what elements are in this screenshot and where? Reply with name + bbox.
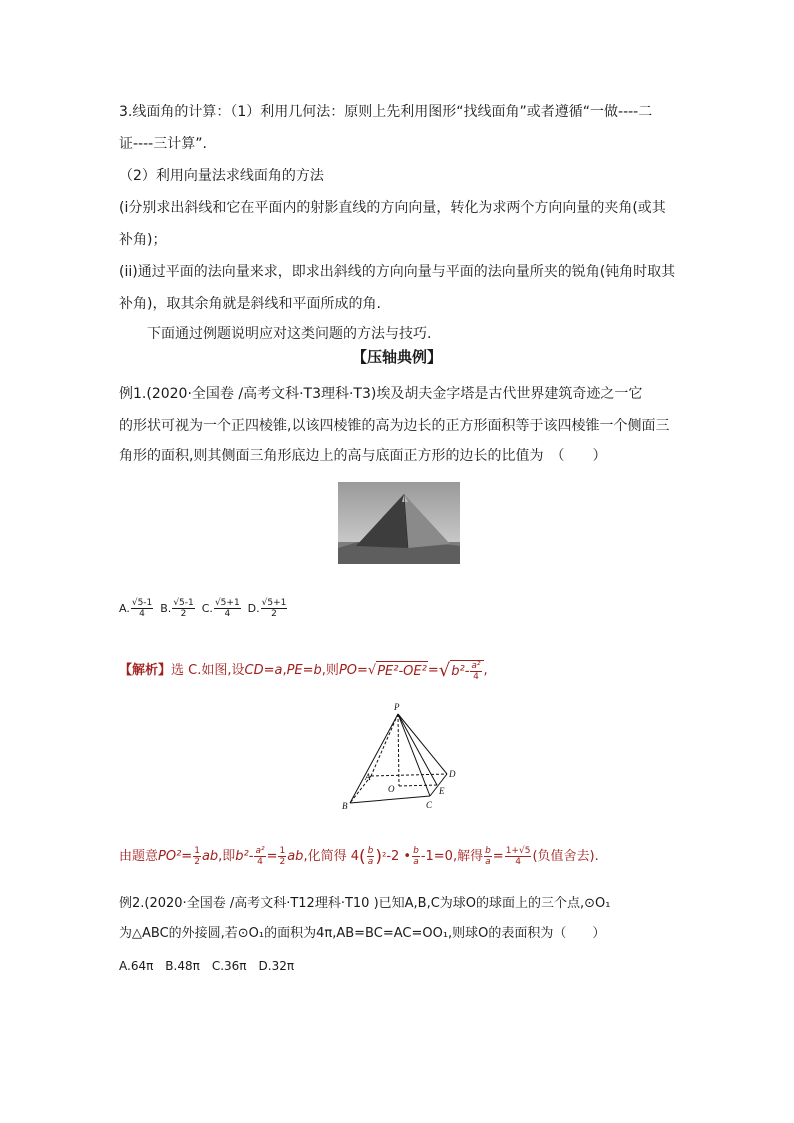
- solution-radicand2-a: b²-: [451, 663, 470, 679]
- para5: 下面通过例题说明应对这类问题的方法与技巧.: [147, 326, 432, 342]
- example1-line3: 角形的面积,则其侧面三角形底边上的高与底面正方形的边长的比值为 （ ）: [119, 448, 607, 464]
- solution-tag: 【解析】: [119, 663, 172, 678]
- derive-t6: (负值舍去).: [532, 848, 599, 864]
- option-a-label: A.: [119, 602, 130, 615]
- segment-oe: [399, 785, 437, 786]
- example2-options: A.64π B.48π C.36π D.32π: [119, 959, 295, 973]
- example1-options: [119, 598, 288, 619]
- option-d[interactable]: [248, 598, 289, 619]
- solution-text2: ,则: [321, 663, 339, 678]
- example1-line2: 的形状可视为一个正四棱锥,以该四棱锥的高为边长的正方形面积等于该四棱锥一个侧面三: [119, 418, 670, 434]
- derive-t1: 由题意: [119, 848, 159, 864]
- derive-f4-den: a: [367, 857, 374, 867]
- sqrt-sign-large: √: [438, 660, 451, 681]
- pyramid-diagram: [336, 700, 466, 816]
- derive-ab2: ab: [287, 848, 304, 864]
- solution-end: ,: [483, 663, 488, 678]
- derive-f6-den: a: [485, 857, 491, 867]
- derive-t4: -2 •: [386, 848, 412, 864]
- derive-f1-den: 2: [194, 857, 200, 867]
- derive-t3: ,化简得 4: [303, 848, 359, 864]
- solution-radicand2-den: 4: [473, 672, 479, 682]
- option-b-label: B.: [160, 602, 172, 615]
- derive-po2: PO²=: [158, 848, 193, 864]
- solution-cd: CD=a: [244, 663, 283, 678]
- solution-radicand2-num: a²: [471, 661, 481, 671]
- para1-line2: 证----三计算”.: [119, 136, 207, 152]
- derive-f2-num: a²: [255, 846, 265, 856]
- edge-pd: [398, 714, 447, 774]
- option-a-numerator: √5-1: [131, 598, 153, 608]
- label-a: A: [365, 772, 371, 782]
- edge-pa: [371, 714, 398, 776]
- section-heading: 【压轴典例】: [351, 348, 442, 366]
- label-e: E: [439, 786, 445, 796]
- para3-line2: 补角)；: [119, 232, 167, 248]
- option-a[interactable]: [119, 598, 154, 619]
- para3-line1: (i分别求出斜线和它在平面内的射影直线的方向向量，转化为求两个方向向量的夹角(或其: [119, 200, 666, 216]
- option-d-label: D.: [247, 602, 260, 615]
- derive-eq3: =: [492, 848, 504, 864]
- example2-line2: 为△ABC的外接圆,若⊙O₁的面积为4π,AB=BC=AC=OO₁,则球O的表面积为（ ）: [119, 926, 606, 941]
- sqrt-sign: √: [367, 663, 377, 678]
- derive-f5-den: a: [413, 857, 419, 867]
- solution-radicand1: PE²-OE²: [376, 661, 428, 682]
- para2: （2）利用向量法求线面角的方法: [119, 168, 324, 184]
- solution-pe: PE=b: [286, 663, 322, 678]
- pyramid-photo: [338, 482, 460, 564]
- option-c-denominator: 4: [224, 609, 231, 619]
- derive-f2-den: 4: [257, 857, 263, 867]
- edge-pc: [398, 714, 430, 796]
- option-d-denominator: 2: [271, 609, 277, 619]
- para4-line1: (ii)通过平面的法向量来求，即求出斜线的方向向量与平面的法向量所夹的锐角(钝角时取其: [119, 264, 676, 280]
- derivation-line: [119, 846, 599, 867]
- derive-f3-num: 1: [279, 846, 286, 856]
- example2-line1: 例2.(2020·全国卷 /高考文科·T12理科·T10 )已知A,B,C为球O的球面上的三个点,⊙O₁: [119, 896, 611, 911]
- option-b-denominator: 2: [180, 609, 187, 619]
- derive-t5: -1=0,解得: [420, 848, 484, 864]
- example1-line1: 例1.(2020·全国卷 /高考文科·T3理科·T3)埃及胡夫金字塔是古代世界建筑奇迹之一它: [119, 386, 643, 402]
- edge-bc: [350, 796, 430, 803]
- para1-line1: 3.线面角的计算：（1）利用几何法：原则上先利用图形“找线面角”或者遵循“一做----二: [119, 104, 653, 120]
- edge-ad: [371, 774, 447, 776]
- option-c[interactable]: [202, 598, 242, 619]
- solution-eq2: =: [427, 663, 439, 678]
- solution-sep: ,: [282, 663, 287, 678]
- derive-f3-den: 2: [279, 857, 286, 867]
- label-c: C: [426, 800, 433, 810]
- label-d: D: [449, 769, 456, 779]
- option-b-numerator: √5-1: [173, 598, 194, 608]
- derive-ab1: ab: [201, 848, 219, 864]
- solution-text1: 选 C.如图,设: [171, 663, 245, 678]
- derive-f7-num: 1+√5: [505, 846, 531, 856]
- derive-eqh: =: [266, 848, 278, 864]
- derive-f6-num: b: [485, 846, 491, 856]
- option-c-numerator: √5+1: [214, 598, 240, 608]
- option-b[interactable]: [160, 598, 195, 619]
- derive-f1-num: 1: [194, 846, 200, 856]
- option-c-label: C.: [201, 602, 213, 615]
- label-p: P: [394, 702, 400, 712]
- derive-f5-num: b: [413, 846, 419, 856]
- paren-close: ): [375, 846, 382, 867]
- solution-line: [119, 660, 488, 682]
- label-b: B: [342, 801, 348, 811]
- derive-f4-num: b: [367, 846, 374, 856]
- derive-f7-den: 4: [515, 857, 521, 867]
- option-d-numerator: √5+1: [261, 598, 287, 608]
- para4-line2: 补角)，取其余角就是斜线和平面所成的角.: [119, 296, 381, 312]
- option-a-denominator: 4: [139, 609, 145, 619]
- paren-open: (: [358, 846, 366, 867]
- solution-radicand2: [450, 660, 483, 682]
- derive-square: ²: [381, 849, 387, 863]
- label-o: O: [388, 784, 395, 794]
- derive-t2: ,即: [218, 848, 236, 864]
- solution-po: PO: [338, 663, 358, 678]
- solution-eq: =: [357, 663, 368, 678]
- derive-b2: b²-: [235, 848, 254, 864]
